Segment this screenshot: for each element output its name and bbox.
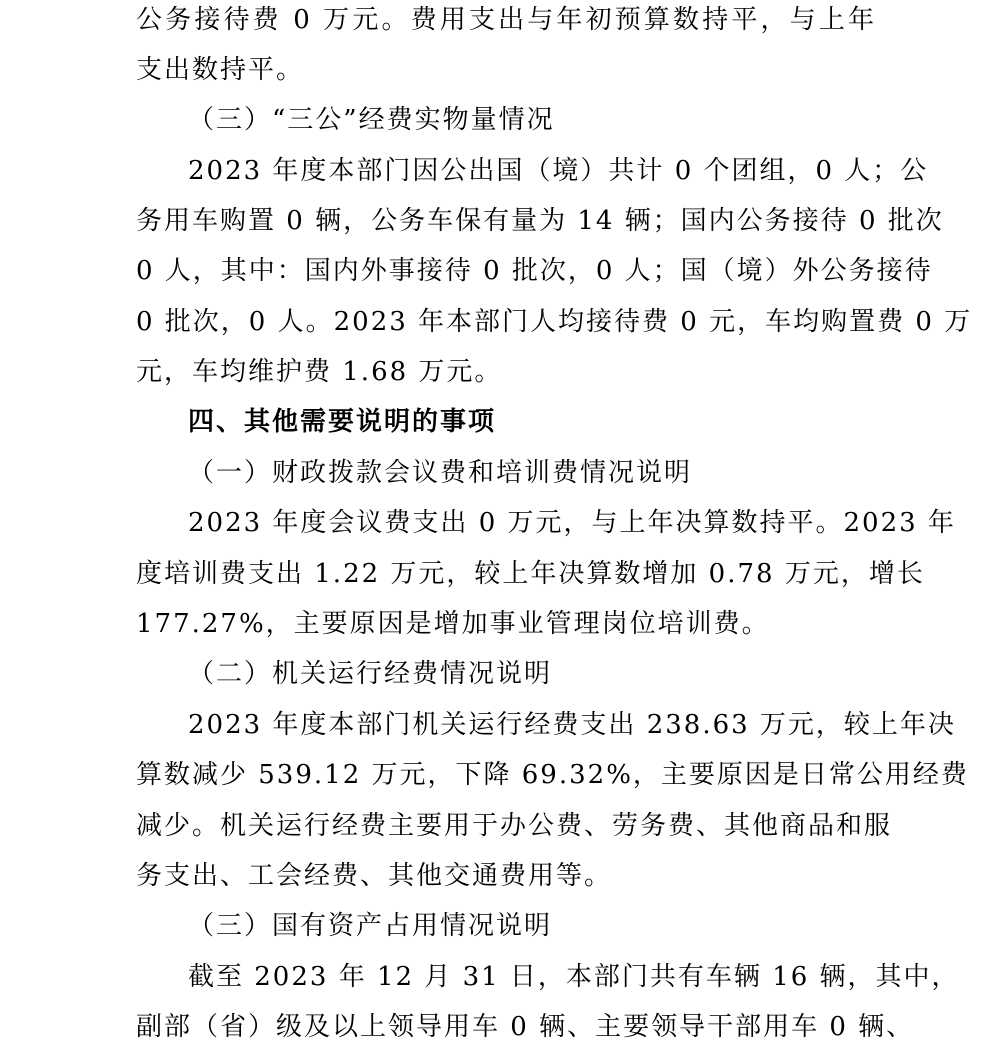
paragraph-line: 务支出、工会经费、其他交通费用等。 [136,861,613,891]
paragraph-line: 0 人，其中：国内外事接待 0 批次，0 人；国（境）外公务接待 [136,256,933,286]
section-heading: 四、其他需要说明的事项 [188,407,497,437]
section-heading: （一）财政拨款会议费和培训费情况说明 [188,458,693,488]
paragraph-line: 截至 2023 年 12 月 31 日，本部门共有车辆 16 辆，其中， [188,962,960,992]
paragraph-line: 2023 年度会议费支出 0 万元，与上年决算数持平。2023 年 [188,508,956,538]
paragraph-line: 算数减少 539.12 万元，下降 69.32%，主要原因是日常公用经费 [136,760,969,790]
section-heading: （二）机关运行经费情况说明 [188,659,553,689]
paragraph-line: 支出数持平。 [136,55,305,85]
paragraph-line: 元，车均维护费 1.68 万元。 [136,357,503,387]
paragraph-line: 2023 年度本部门机关运行经费支出 238.63 万元，较上年决 [188,710,956,740]
paragraph-line: 2023 年度本部门因公出国（境）共计 0 个团组，0 人；公 [188,156,929,186]
paragraph-line: 公务接待费 0 万元。费用支出与年初预算数持平，与上年 [136,5,876,35]
paragraph-line: 副部（省）级及以上领导用车 0 辆、主要领导干部用车 0 辆、 [136,1012,915,1042]
paragraph-line: 务用车购置 0 辆，公务车保有量为 14 辆；国内公务接待 0 批次 [136,206,944,236]
paragraph-line: 减少。机关运行经费主要用于办公费、劳务费、其他商品和服 [136,811,893,841]
paragraph-line: 0 批次，0 人。2023 年本部门人均接待费 0 元，车均购置费 0 万 [136,307,973,337]
paragraph-line: 177.27%，主要原因是增加事业管理岗位培训费。 [136,609,770,639]
section-heading: （三）“三公”经费实物量情况 [188,105,555,135]
paragraph-line: 度培训费支出 1.22 万元，较上年决算数增加 0.78 万元，增长 [136,559,925,589]
section-heading: （三）国有资产占用情况说明 [188,911,553,941]
